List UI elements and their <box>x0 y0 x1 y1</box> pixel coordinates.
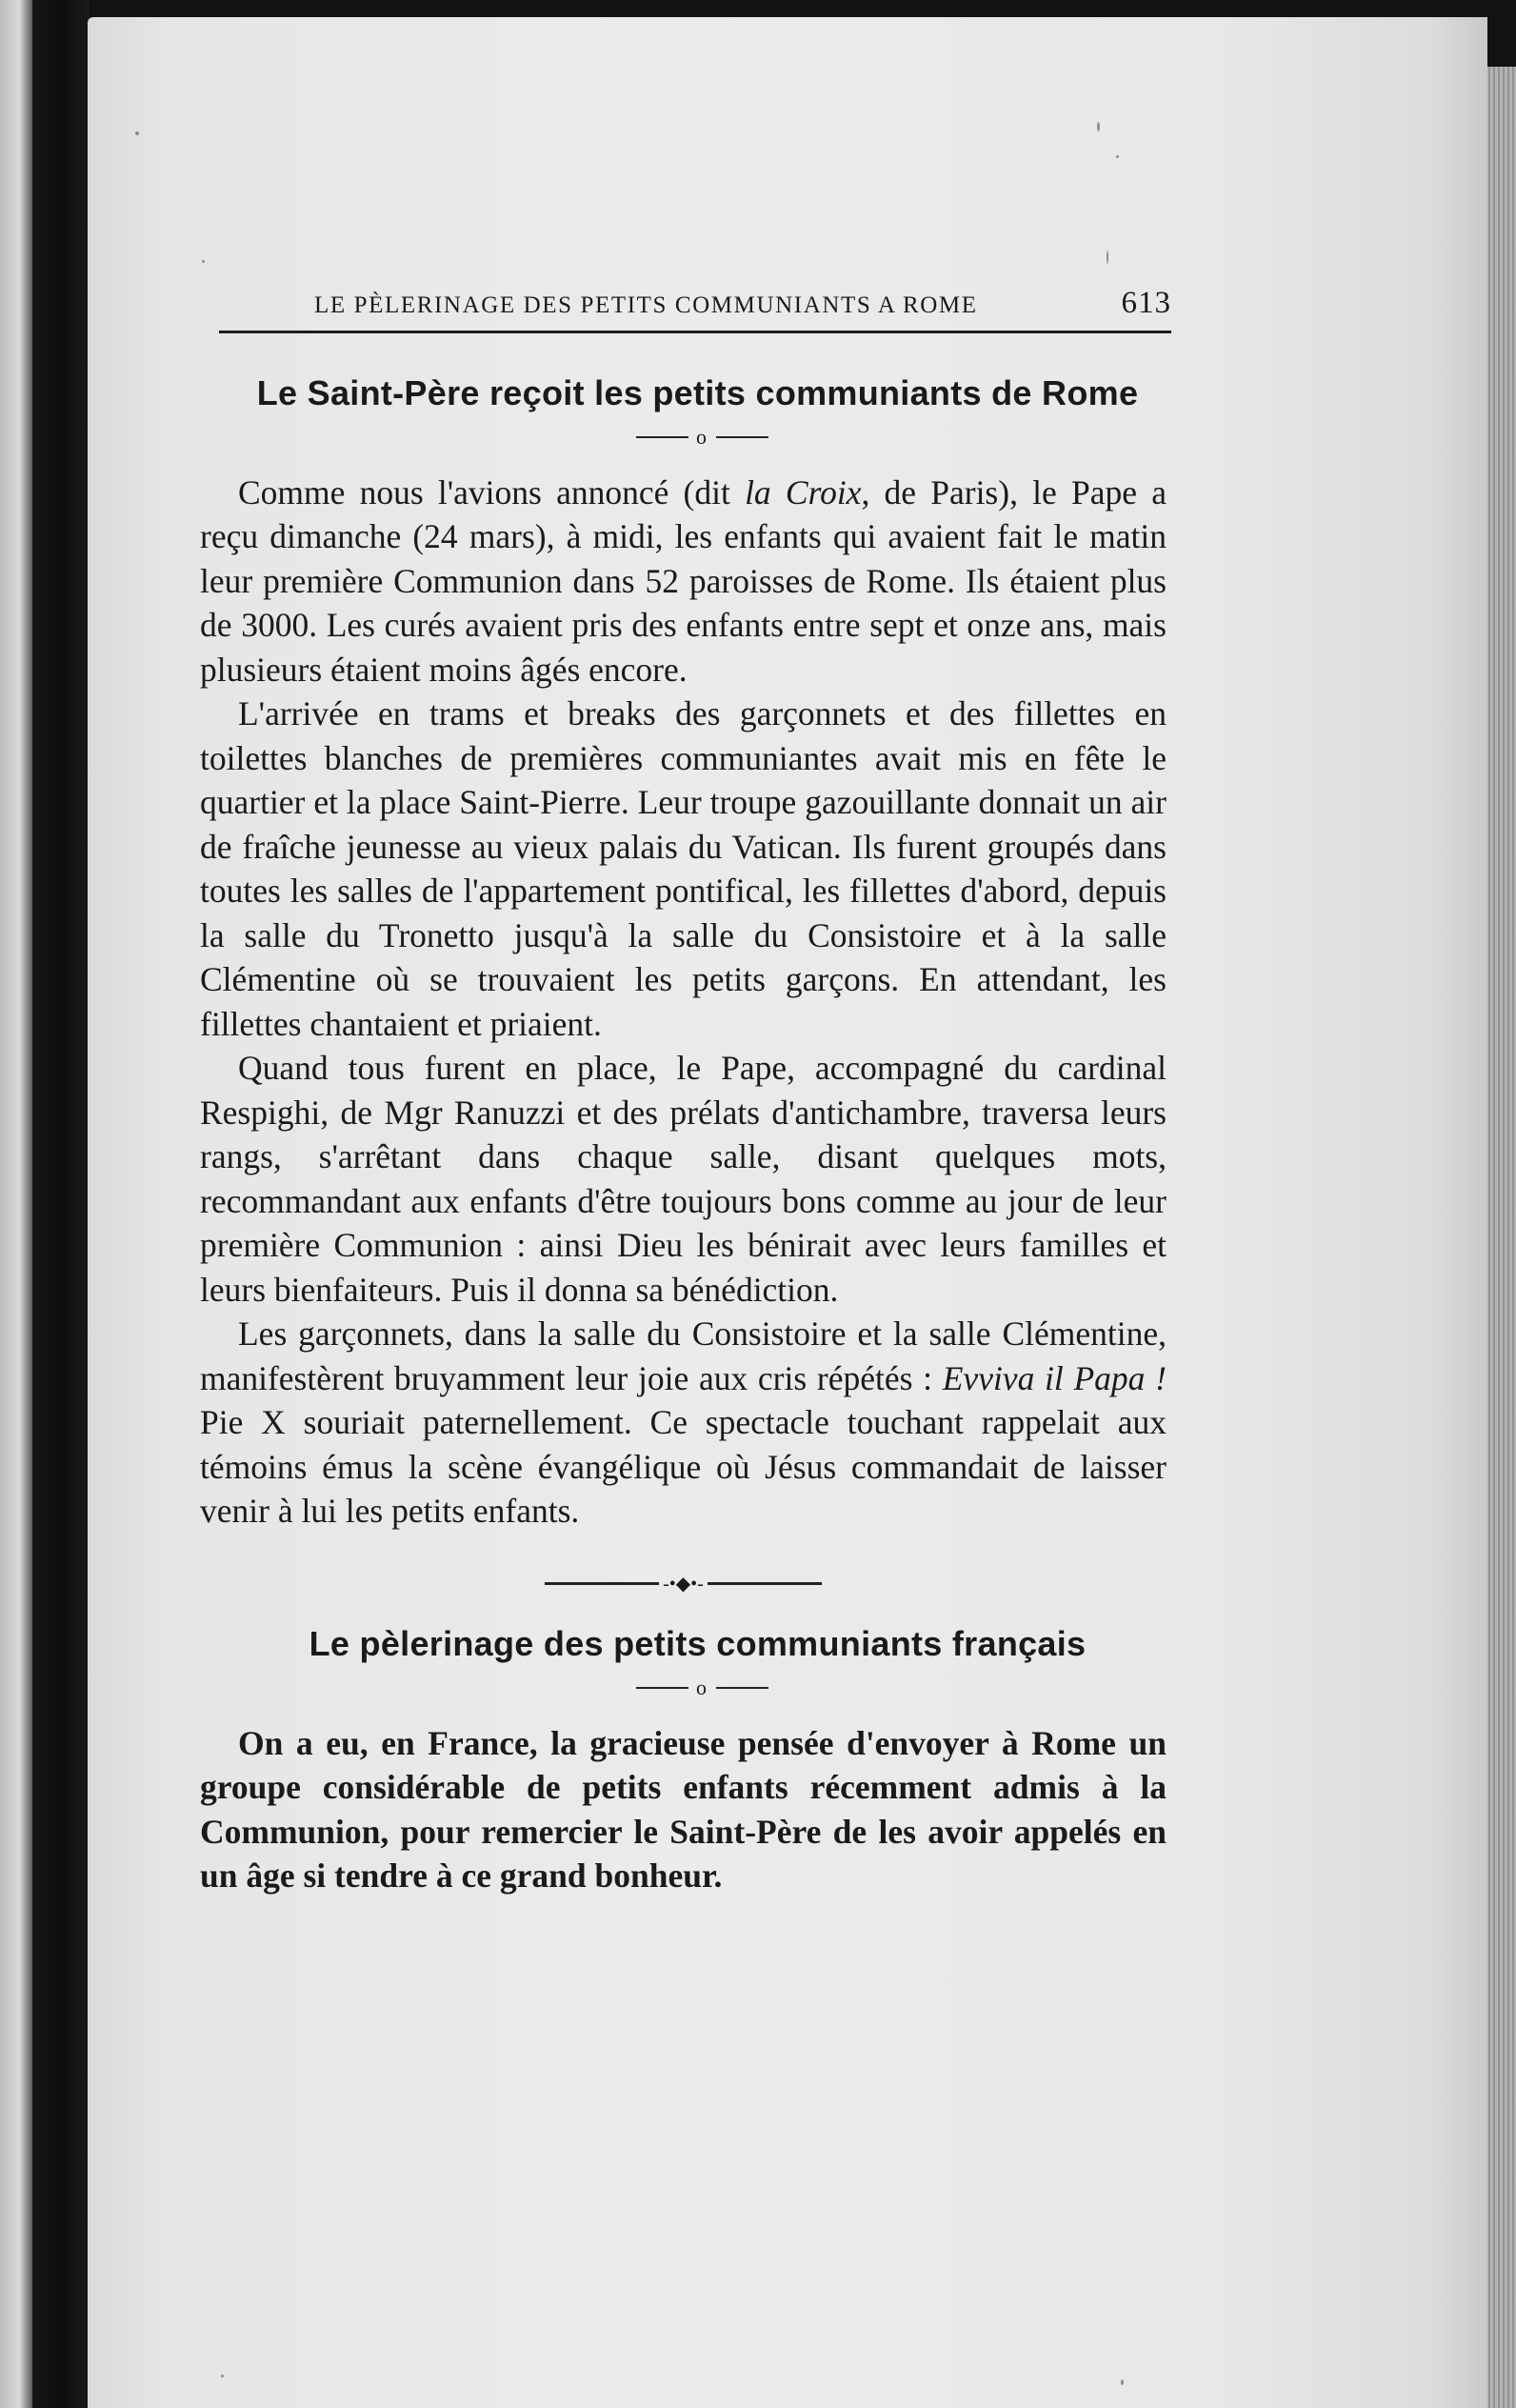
paragraph-text: Pie X souriait paternellement. Ce spectacle touchant rappelait aux témoins émus la scène évangélique où Jésus commandait de laisser venir à lui les petits enfants. <box>200 1403 1167 1531</box>
body-paragraph <box>200 471 1167 692</box>
body-paragraph <box>200 1312 1167 1534</box>
ornament-rule <box>708 1582 822 1585</box>
dust-speck <box>1107 251 1108 264</box>
separator-rule <box>716 436 768 438</box>
section-ornament <box>200 1572 1167 1595</box>
separator-mark: o <box>696 424 708 449</box>
paragraph-text: Quand tous furent en place, le Pape, accompagné du cardinal Respighi, de Mgr Ranuzzi et des prélats d'antichambre, traversa leurs rangs, s'arrêtant dans chaque salle, disant quelques mots, recommandant aux enfants d'être toujours bons comme au jour de leur première Communion : ainsi Dieu les bénirait avec leurs familles et leurs bienfaiteurs. Puis il donna sa bénédiction. <box>200 1049 1167 1309</box>
page-text <box>200 286 1171 1898</box>
body-paragraph <box>200 692 1167 1046</box>
title-separator <box>238 1674 1167 1700</box>
dust-speck <box>221 2375 224 2378</box>
running-title: LE PÈLERINAGE DES PETITS COMMUNIANTS A ROME <box>314 292 978 318</box>
adjacent-page-edge <box>0 0 32 2408</box>
section-title: Le pèlerinage des petits communiants français <box>309 1623 1087 1663</box>
running-head <box>219 286 1171 333</box>
book-gutter <box>32 0 90 2408</box>
page-number: 613 <box>1121 286 1171 320</box>
title-separator <box>238 423 1167 450</box>
dust-speck <box>1097 122 1100 131</box>
paragraph-text: , de Paris), le Pape a reçu dimanche (24 mars), à midi, les enfants qui avaient fait le matin leur première Communion dans 52 paroisses de Rome. Ils étaient plus de 3000. Les curés avaient pris des enfants entre sept et onze ans, mais plusieurs étaient moins âgés encore. <box>200 472 1167 689</box>
paragraph-text: Les garçonnets, dans la salle du Consistoire et la salle Clémentine, manifestèrent bruyamment leur joie aux cris répétés : <box>200 1314 1167 1397</box>
section-title: Le Saint-Père reçoit les petits communiants de Rome <box>256 373 1139 412</box>
paragraph-text: L'arrivée en trams et breaks des garçonnets et des fillettes en toilettes blanches de premières communiantes avait mis en fête le quartier et la place Saint-Pierre. Leur troupe gazouillante donnait un air de fraîche jeunesse au vieux palais du Vatican. Ils furent groupés dans toutes les salles de l'appartement pontifical, les fillettes d'abord, depuis la salle du Tronetto jusqu'à la salle du Consistoire et à la salle Clémentine où se trouvaient les petits garçons. En attendant, les fillettes chantaient et priaient. <box>200 694 1167 1043</box>
dust-speck <box>202 260 205 263</box>
italic-text: Evviva il Papa ! <box>942 1358 1167 1397</box>
paragraph-text: Comme nous l'avions annoncé (dit <box>238 472 746 512</box>
separator-rule <box>716 1687 768 1689</box>
ornament-rule <box>545 1582 659 1585</box>
ornament-mark: -•◆•- <box>663 1573 704 1595</box>
dust-speck <box>1121 2379 1124 2385</box>
italic-text: la Croix <box>745 472 862 512</box>
body-paragraph: On a eu, en France, la gracieuse pensée d'envoyer à Rome un groupe considérable de petits enfants récemment admis à la Communion, pour remercier le Saint-Père de les avoir appelés en un âge si tendre à ce grand bonheur. <box>200 1723 1167 1896</box>
separator-mark: o <box>696 1675 708 1699</box>
body-paragraph <box>200 1046 1167 1312</box>
section1-body <box>200 471 1167 1534</box>
separator-rule <box>636 436 688 438</box>
separator-rule <box>636 1687 688 1689</box>
dust-speck <box>135 131 139 135</box>
dust-speck <box>1116 155 1119 158</box>
